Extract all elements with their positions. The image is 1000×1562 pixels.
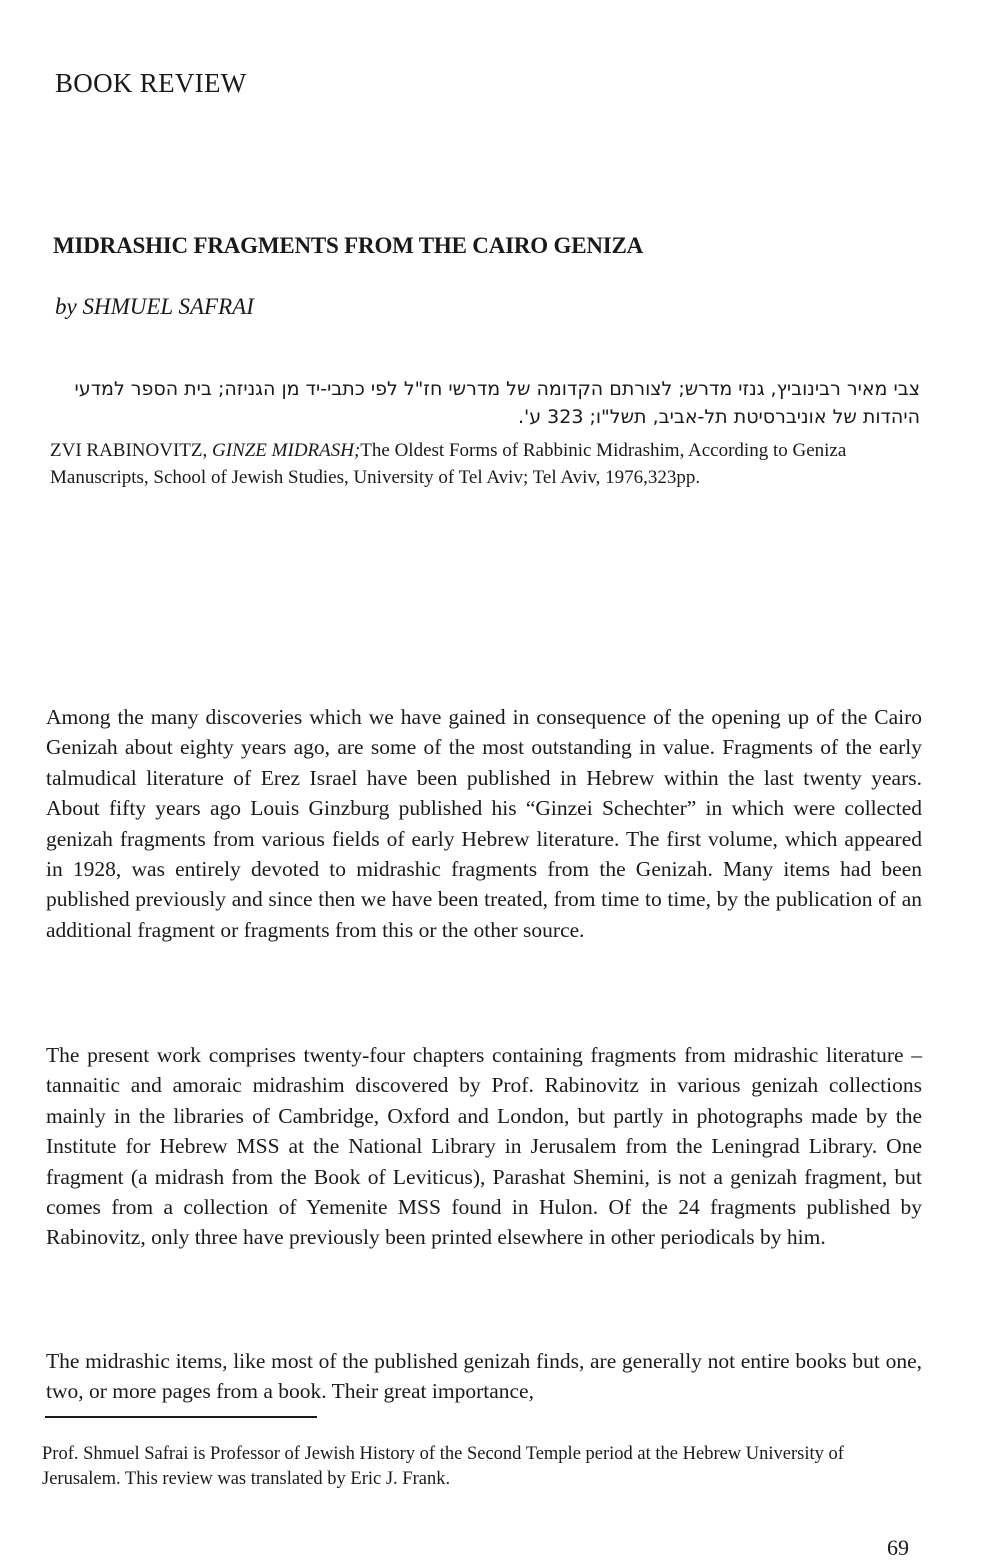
citation-details: The Oldest Forms of Rabbinic Midrashim, According to Geniza Manuscripts, School of Jewish Studies, University of Tel Aviv; Tel Aviv, 1976,323pp.: [50, 440, 847, 488]
byline: by SHMUEL SAFRAI: [55, 294, 254, 319]
body-paragraph: The present work comprises twenty-four chapters containing fragments from midrashic literature – tannaitic and amoraic midrashim discovered by Prof. Rabinovitz in various genizah collections mainly in the libraries of Cambridge, Oxford and London, but partly in photographs made by the Institute for Hebrew MSS at the National Library in Jerusalem from the Leningrad Library. One fragment (a midrash from the Book of Leviticus), Parashat Shemini, is not a genizah fragment, but comes from a collection of Yemenite MSS found in Hulon. Of the 24 fragments published by Rabinovitz, only three have previously been printed elsewhere in other periodicals by him.: [46, 1043, 922, 1250]
footnote: Prof. Shmuel Safrai is Professor of Jewish History of the Second Temple period at the Hebrew University of Jerusalem. This review was translated by Eric J. Frank.: [42, 1444, 844, 1489]
footnote-divider: [45, 1416, 317, 1418]
citation-book-title: GINZE MIDRASH;: [212, 440, 361, 461]
english-citation: [50, 437, 925, 491]
page-number: 69: [887, 1535, 909, 1560]
review-title: MIDRASHIC FRAGMENTS FROM THE CAIRO GENIZA: [53, 233, 644, 258]
citation-author: ZVI RABINOVITZ,: [50, 440, 213, 461]
body-paragraph: Among the many discoveries which we have gained in consequence of the opening up of the Cairo Genizah about eighty years ago, are some of the most outstanding in value. Fragments of the early talmudical literature of Erez Israel have been published in Hebrew within the last twenty years. About fifty years ago Louis Ginzburg published his “Ginzei Schechter” in which were collected genizah fragments from various fields of early Hebrew literature. The first volume, which appeared in 1928, was entirely devoted to midrashic fragments from the Genizah. Many items had been published previously and since then we have been treated, from time to time, by the publication of an additional fragment or fragments from this or the other source.: [46, 705, 922, 942]
hebrew-citation: צבי מאיר רבינוביץ, גנזי מדרש; לצורתם הקדומה של מדרשי חז"ל לפי כתבי-יד מן הגניזה; בית הספר למדעי היהדות של אוניברסיטת תל-אביב, תשל"ו; 323 ע'.: [74, 378, 920, 428]
body-paragraph: The midrashic items, like most of the published genizah finds, are generally not entire books but one, two, or more pages from a book. Their great importance,: [46, 1349, 922, 1404]
section-label: BOOK REVIEW: [55, 68, 247, 98]
